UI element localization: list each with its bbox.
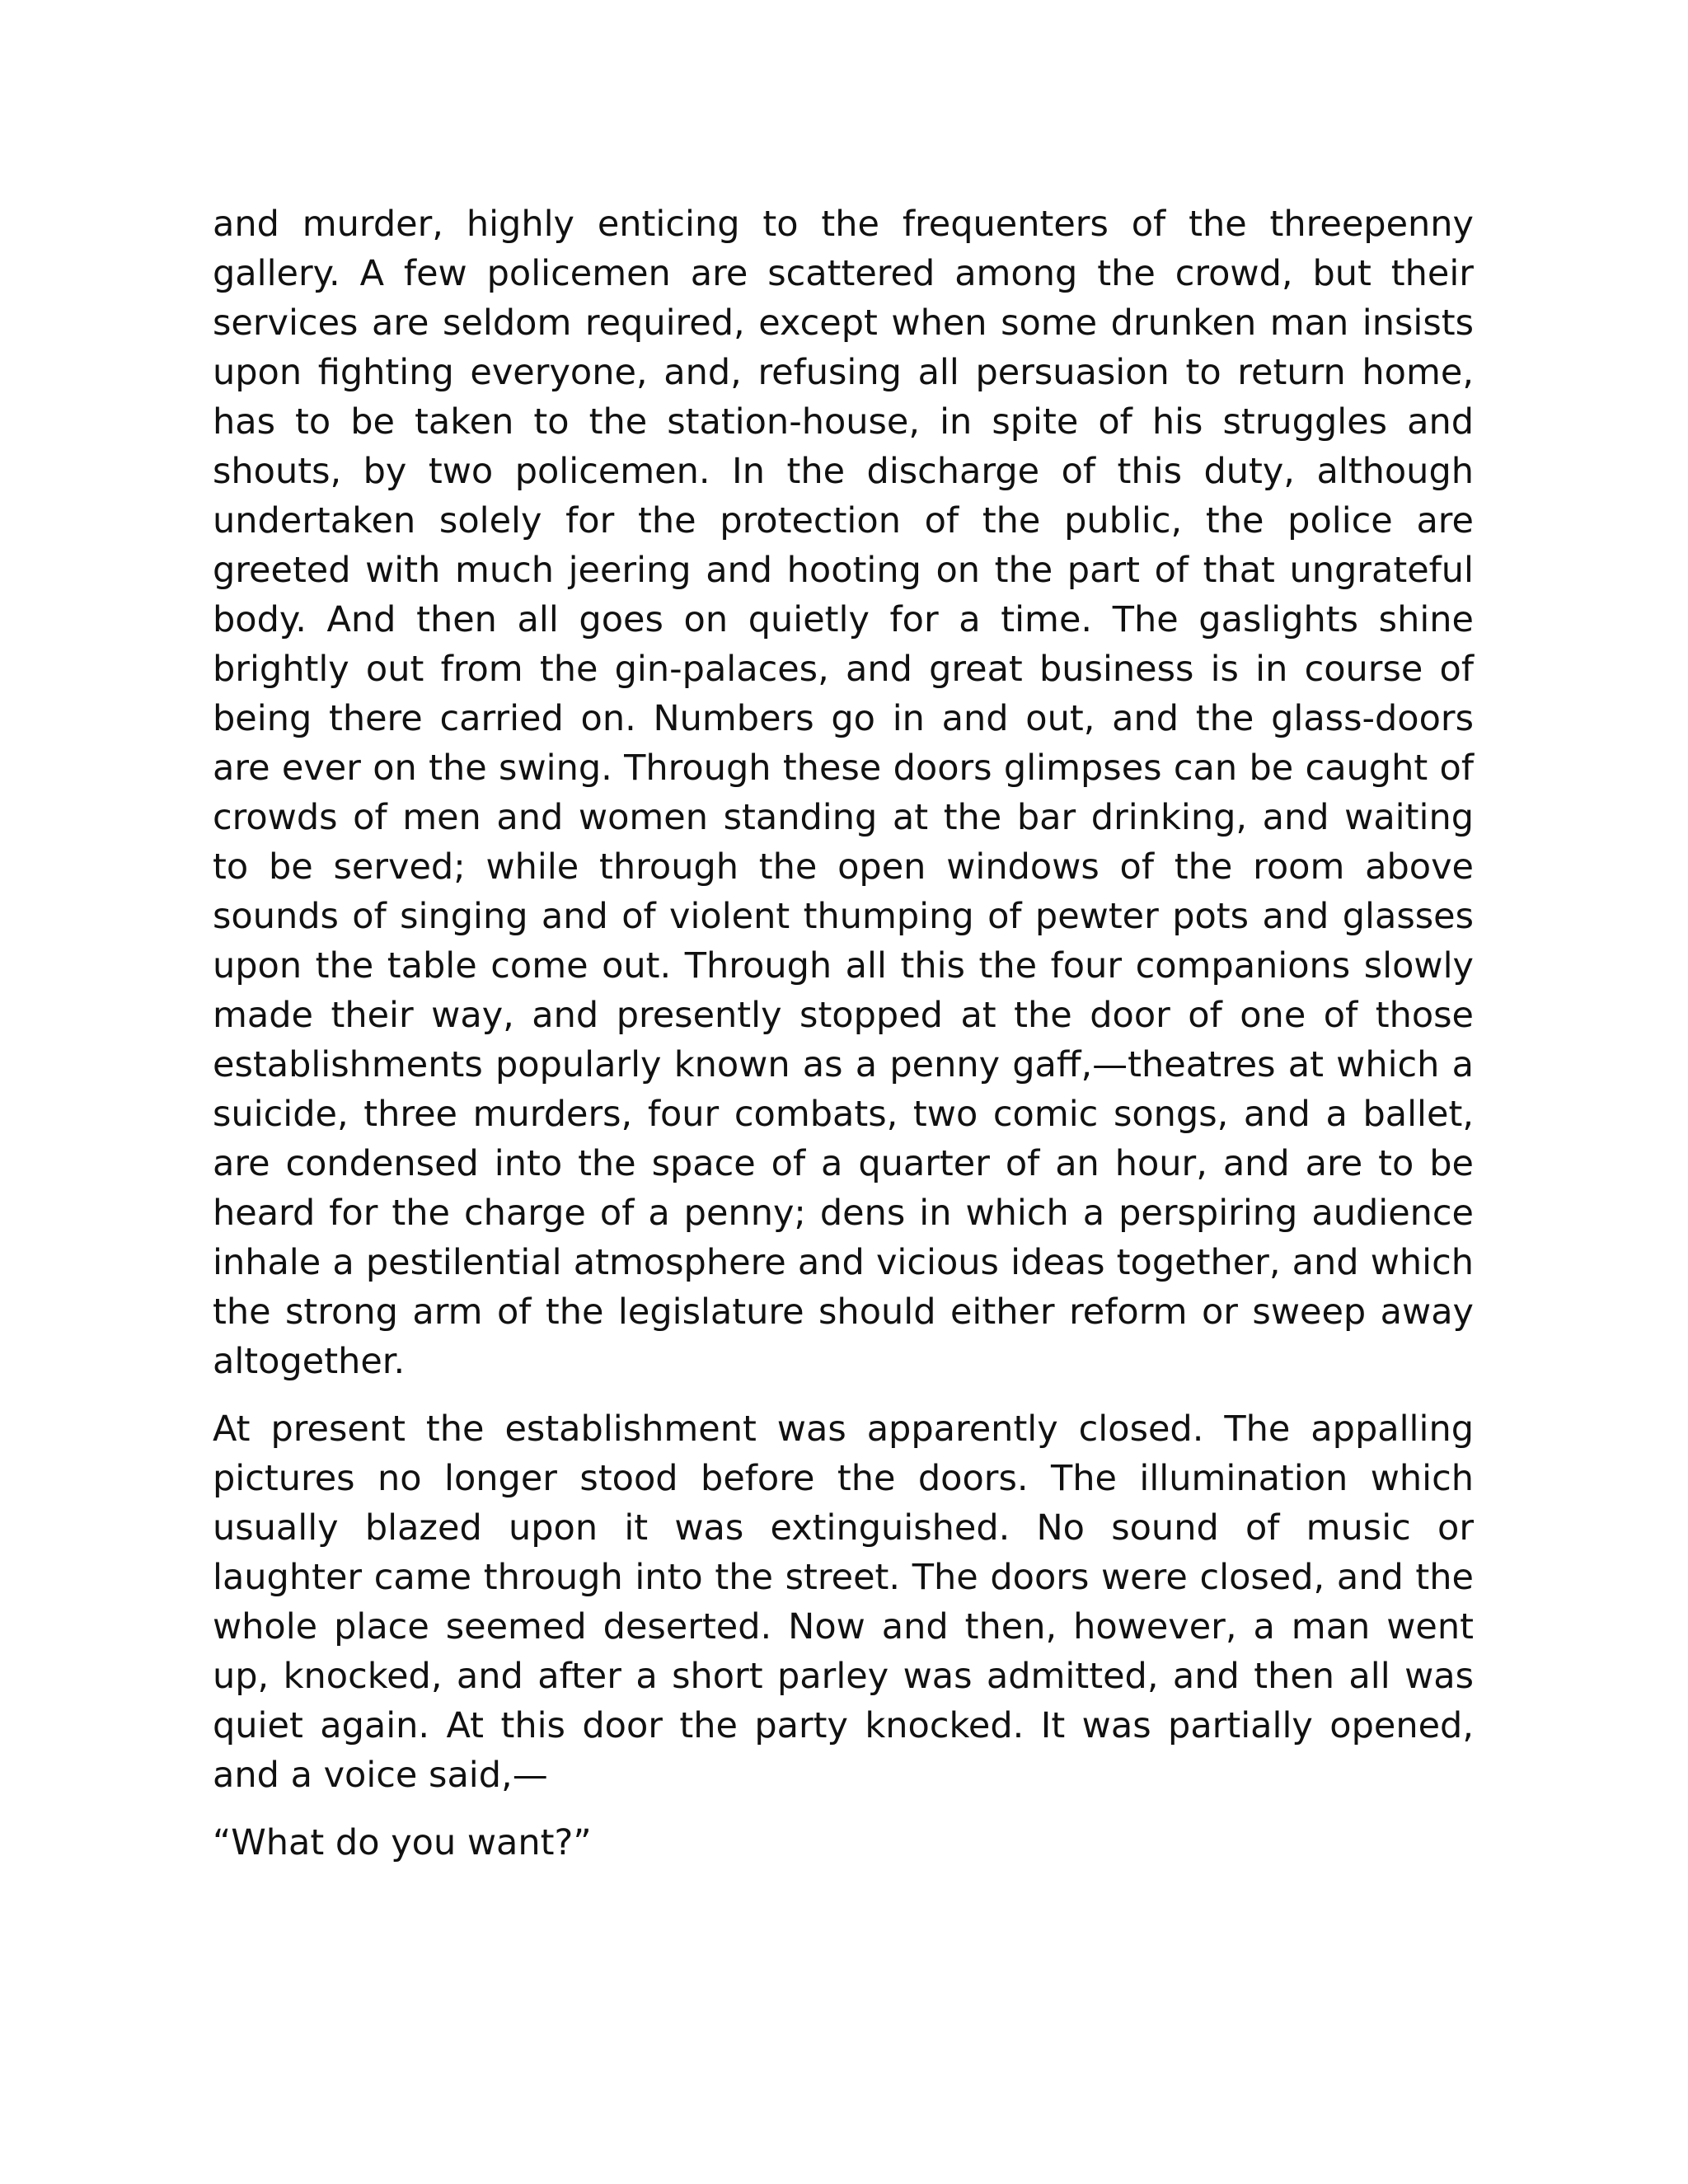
paragraph-2: At present the establishment was apparently closed. The appalling pictures no longer stood before the doors. The illumination which usually blazed upon it was extinguished. No sound of music or laughter came through into the street. The doors were closed, and the whole place seemed deserted. Now and then, however, a man went up, knocked, and after a short parley was admitted, and then all was quiet again. At this door the party knocked. It was partially opened, and a voice said,— (213, 1408, 1474, 1796)
paragraph-1: and murder, highly enticing to the frequenters of the threepenny gallery. A few policemen are scattered among the crowd, but their services are seldom required, except when some drunken man insists upon fighting everyone, and, refusing all persuasion to return home, has to be taken to the station-house, in spite of his struggles and shouts, by two policemen. In the discharge of this duty, although undertaken solely for the protection of the public, the police are greeted with much jeering and hooting on the part of that ungrateful body. And then all goes on quietly for a time. The gaslights shine brightly out from the gin-palaces, and great business is in course of being there carried on. Numbers go in and out, and the glass-doors are ever on the swing. Through these doors glimpses can be caught of crowds of men and women standing at the bar drinking, and waiting to be served; while through the open windows of the room above sounds of singing and of violent thumping of pewter pots and glasses upon the table come out. Through all this the four companions slowly made their way, and presently stopped at the door of one of those establishments popularly known as a penny gaff,—theatres at which a suicide, three murders, four combats, two comic songs, and a ballet, are condensed into the space of a quarter of an hour, and are to be heard for the charge of a penny; dens in which a perspiring audience inhale a pestilential atmosphere and vicious ideas together, and which the strong arm of the legislature should either reform or sweep away altogether. (213, 204, 1474, 1382)
paragraph-3: “What do you want?” (213, 1822, 592, 1863)
body-text (213, 199, 1474, 1868)
